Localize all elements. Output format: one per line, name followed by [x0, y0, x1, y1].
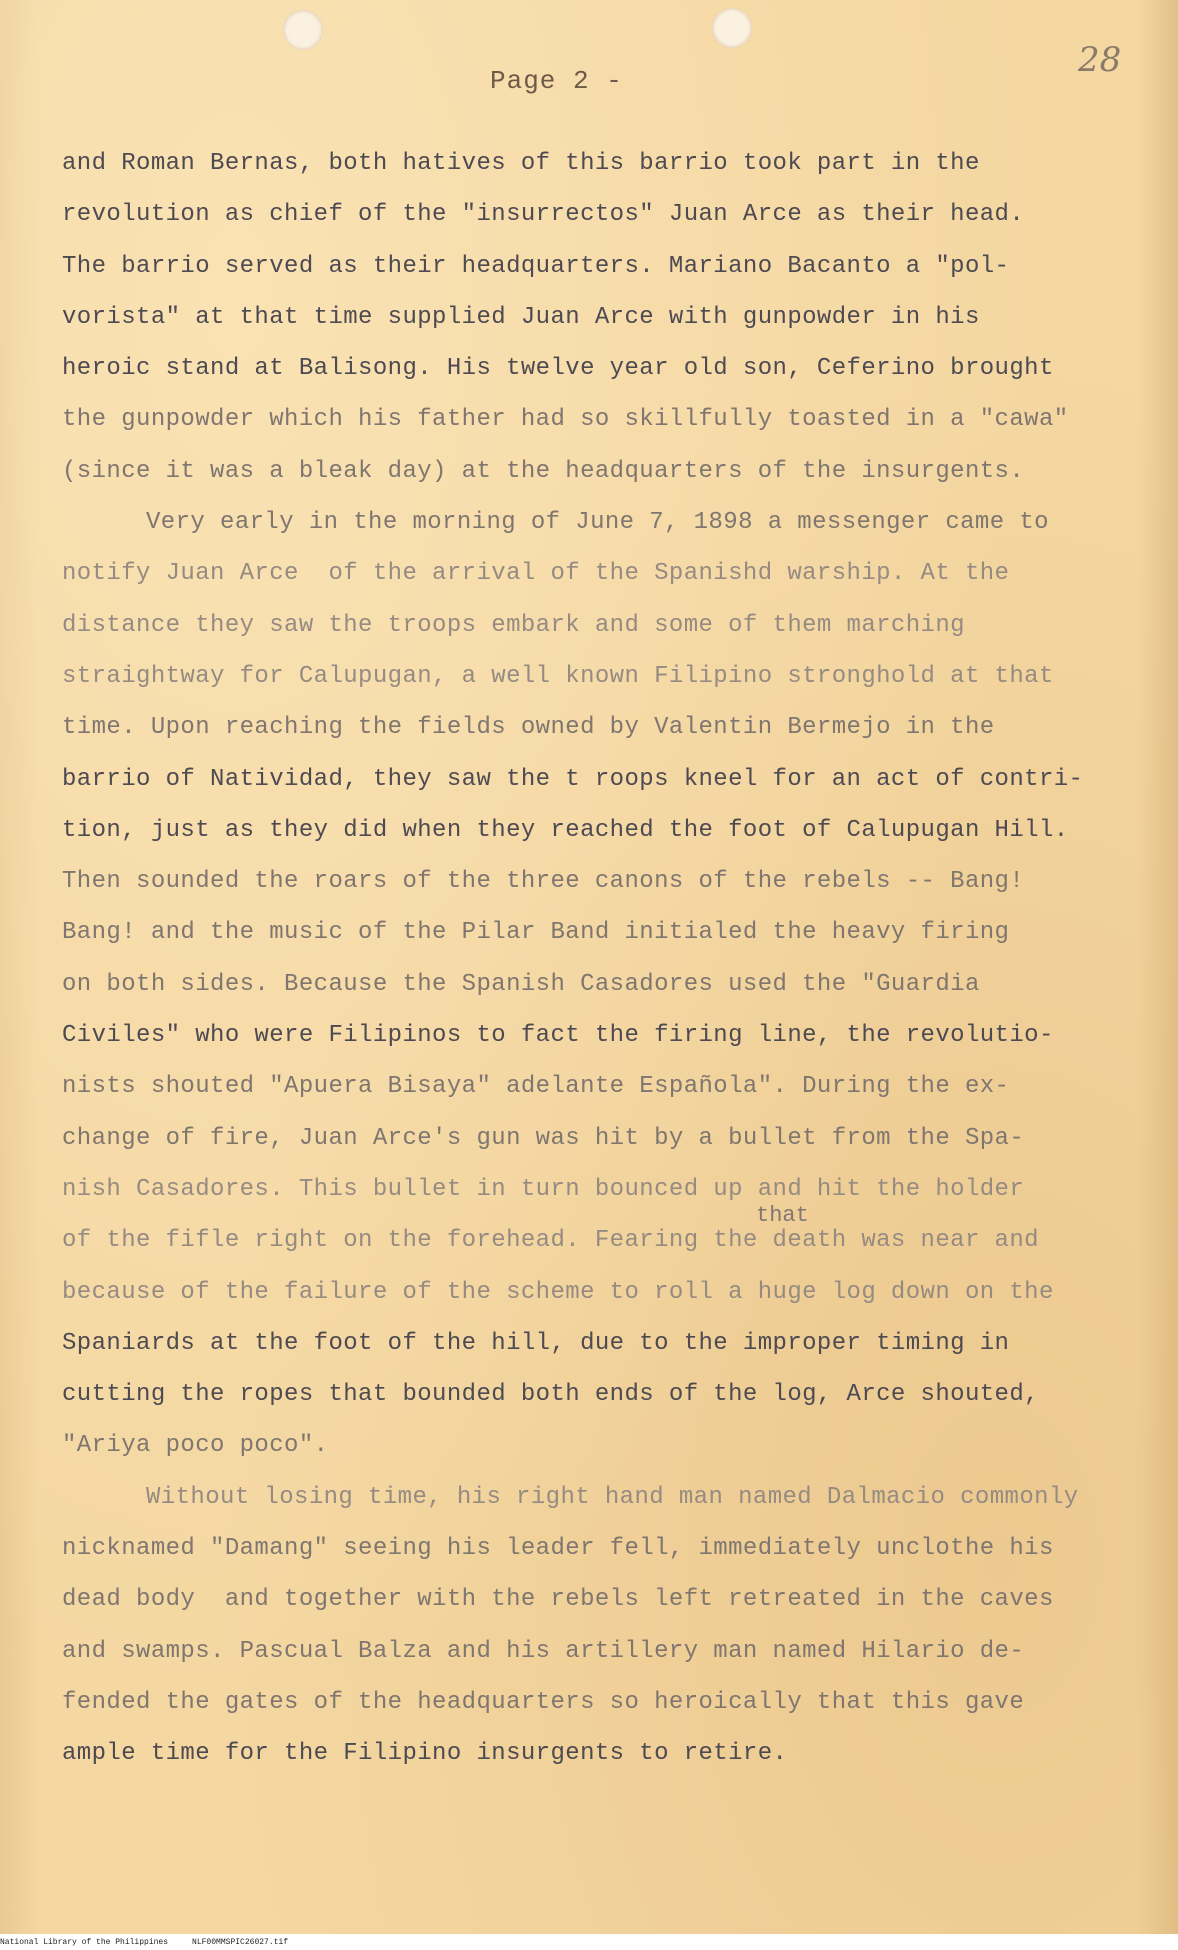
text-line: The barrio served as their headquarters. Mariano Bacanto a "pol-: [62, 252, 1010, 280]
text-line: ample time for the Filipino insurgents to retire.: [62, 1740, 788, 1768]
text-line: distance they saw the troops embark and some of them marching: [62, 611, 965, 639]
text-line: (since it was a bleak day) at the headquarters of the insurgents.: [62, 457, 1025, 485]
text-line: Spaniards at the foot of the hill, due to the improper timing in: [62, 1329, 1010, 1357]
text-line: and Roman Bernas, both hatives of this barrio took part in the: [62, 150, 980, 177]
text-line: nicknamed "Damang" seeing his leader fell, immediately unclothe his: [62, 1535, 1054, 1563]
text-line: cutting the ropes that bounded both ends of the log, Arce shouted,: [62, 1381, 1039, 1409]
text-line: fended the gates of the headquarters so heroically that this gave: [62, 1688, 1025, 1716]
text-line: nish Casadores. This bullet in turn bounced up and hit the holder: [62, 1175, 1025, 1203]
text-line: change of fire, Juan Arce's gun was hit by a bullet from the Spa-: [62, 1124, 1025, 1152]
text-line: Then sounded the roars of the three canons of the rebels -- Bang!: [62, 868, 1025, 896]
text-line: time. Upon reaching the fields owned by Valentin Bermejo in the: [62, 714, 995, 742]
text-line: notify Juan Arce of the arrival of the Spanishd warship. At the: [62, 560, 1010, 588]
text-line: dead body and together with the rebels left retreated in the caves: [62, 1586, 1054, 1614]
text-line: heroic stand at Balisong. His twelve year old son, Ceferino brought: [62, 355, 1054, 383]
text-line: straightway for Calupugan, a well known Filipino stronghold at that: [62, 662, 1054, 690]
text-line: barrio of Natividad, they saw the t roops kneel for an act of contri-: [62, 765, 1084, 793]
paragraph-start-line: Very early in the morning of June 7, 1898 a messenger came to: [146, 509, 1049, 537]
punch-hole-right: [712, 8, 752, 48]
text-line: revolution as chief of the "insurrectos" Juan Arce as their head.: [62, 201, 1025, 229]
archive-credit-footer: National Library of the Philippines NLF00MMSPIC26027.tif: [0, 1936, 1178, 1950]
paragraph-start-line: Without losing time, his right hand man named Dalmacio commonly: [146, 1483, 1079, 1511]
text-line: nists shouted "Apuera Bisaya" adelante Española". During the ex-: [62, 1073, 1010, 1101]
punch-hole-left: [283, 10, 323, 50]
text-line: the gunpowder which his father had so skillfully toasted in a "cawa": [62, 406, 1069, 434]
page-header: Page 2 -: [490, 66, 623, 96]
typewritten-body: [62, 138, 1132, 1780]
text-line: because of the failure of the scheme to roll a huge log down on the: [62, 1278, 1054, 1306]
text-line: on both sides. Because the Spanish Casadores used the "Guardia: [62, 970, 980, 998]
text-line: tion, just as they did when they reached the foot of Calupugan Hill.: [62, 816, 1069, 844]
text-line: of the fifle right on the forehead. Fearing the death was near and: [62, 1227, 1039, 1255]
text-line: "Ariya poco poco".: [62, 1432, 329, 1460]
text-line: and swamps. Pascual Balza and his artillery man named Hilario de-: [62, 1637, 1025, 1665]
text-line: Bang! and the music of the Pilar Band initialed the heavy firing: [62, 919, 1010, 947]
text-line: Civiles" who were Filipinos to fact the firing line, the revolutio-: [62, 1022, 1054, 1050]
text-line: vorista" at that time supplied Juan Arce with gunpowder in his: [62, 303, 980, 331]
handwritten-page-number: 28: [1078, 40, 1122, 80]
interlinear-insert: that: [756, 1203, 809, 1228]
